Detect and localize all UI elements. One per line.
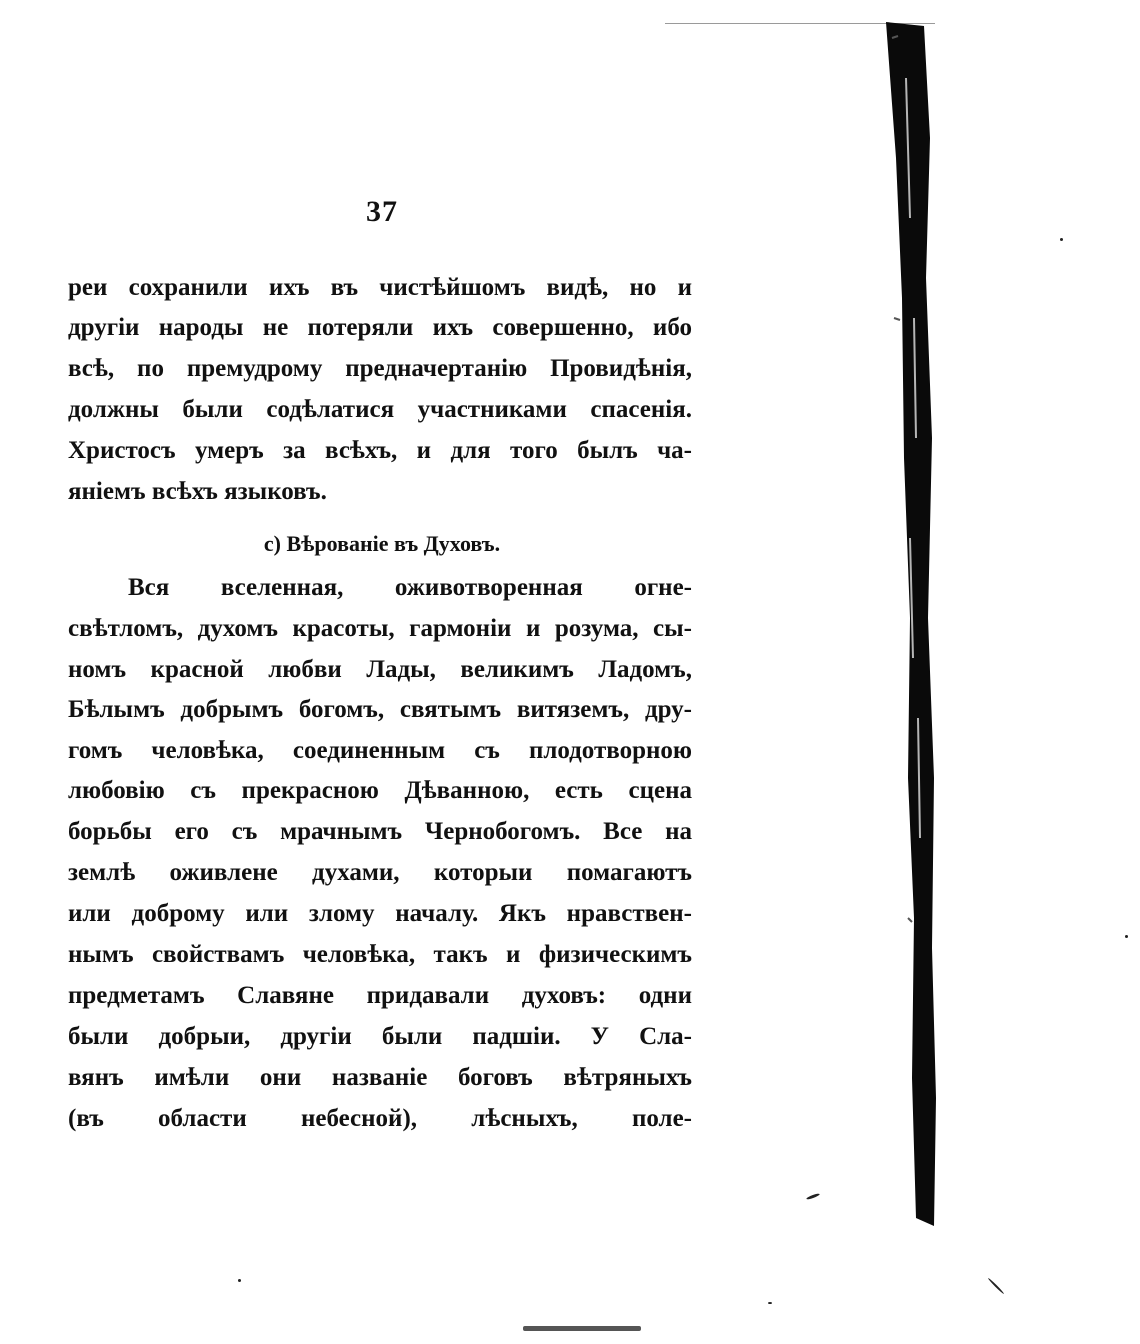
text-line: всѣ, по премудрому предначертанiю Провидѣнiя,: [68, 355, 692, 382]
text-line: другiи народы не потеряли ихъ совершенно, ибо: [68, 314, 692, 341]
text-line: любовiю съ прекрасною Дѣванною, есть сцена: [68, 777, 692, 804]
text-line: Бѣлымъ добрымъ богомъ, святымъ витяземъ, дру-: [68, 696, 692, 723]
scan-speck: [1125, 935, 1128, 938]
binding-shadow: [880, 18, 950, 1238]
text-line: нымъ свойствамъ человѣка, такъ и физическимъ: [68, 941, 692, 968]
text-line: борьбы его съ мрачнымъ Чернобогомъ. Все на: [68, 818, 692, 845]
text-line: номъ красной любви Лады, великимъ Ладомъ,: [68, 656, 692, 683]
text-line: (въ области небесной), лѣсныхъ, поле-: [68, 1105, 692, 1132]
text-line: Христосъ умеръ за всѣхъ, и для того былъ ча-: [68, 437, 692, 464]
text-line: янiемъ всѣхъ языковъ.: [68, 478, 327, 505]
scan-speck: [238, 1279, 241, 1282]
scan-speck: [806, 1193, 820, 1201]
text-line: или доброму или злому началу. Якъ нравствен-: [68, 900, 692, 927]
text-line: реи сохранили ихъ въ чистѣйшомъ видѣ, но и: [68, 274, 692, 301]
text-line: вянъ имѣли они названiе боговъ вѣтряныхъ: [68, 1064, 692, 1091]
text-line: были добрыи, другiи были падшiи. У Сла-: [68, 1023, 692, 1050]
text-line: предметамъ Славяне придавали духовъ: одни: [68, 982, 692, 1009]
section-heading: c) Вѣрованiе въ Духовъ.: [263, 531, 501, 556]
scan-speck: [1060, 238, 1063, 241]
text-line: Вся вселенная, оживотворенная огне-: [128, 574, 692, 601]
page-number: 37: [366, 195, 398, 228]
text-line: должны были содѣлатися участниками спасенiя.: [68, 396, 692, 423]
scan-speck: [523, 1326, 641, 1331]
scan-speck: [988, 1278, 1005, 1295]
text-line: гомъ человѣка, соединенным съ плодотворною: [68, 737, 692, 764]
text-line: землѣ оживлене духами, которыи помагаютъ: [68, 859, 692, 886]
text-line: свѣтломъ, духомъ красоты, гармонiи и розума, сы-: [68, 615, 692, 642]
scan-speck: [768, 1302, 772, 1304]
